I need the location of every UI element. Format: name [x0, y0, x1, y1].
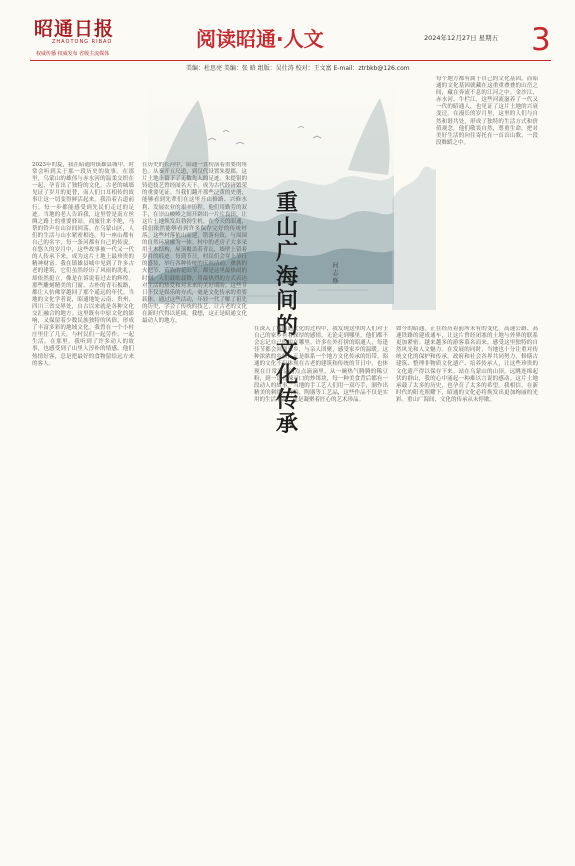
- section-title: 阅读昭通·人文: [196, 27, 324, 51]
- headline-char: 广: [275, 240, 298, 266]
- header-rule: [30, 60, 551, 61]
- headline-char: 海: [275, 264, 298, 290]
- headline-char: 化: [275, 363, 298, 389]
- headline-char: 间: [275, 289, 298, 315]
- headline-char: 承: [275, 412, 298, 438]
- headline-char: 重: [275, 191, 298, 216]
- page-number: 3: [531, 22, 551, 58]
- article-byline: 何 志 修: [331, 262, 338, 284]
- article-column-1: 2023年的夏，我在昭通的镇雄县城中，时常会听到关于那一段历史的故事。在那里，乌蒙山的雄伟与赤水河的温柔交织在一起，孕育出了独特的文化。古老的城墙见证了岁月的更替，而人们口耳相传的故事让这一切变得鲜活起来。我沿着古道前行，每一步都能感受到先民们走过的足迹。当地的老人告诉我，这里曾是南方丝绸之路上的重要驿站，商旅往来不绝，马帮的铃声在山谷间回荡。在乌蒙山区，人们的生活与山水紧密相连。每一座山都有自己的名字，每一条河都有自己的传说。在悠久的岁月中，这些故事被一代又一代的人传承下来，成为这片土地上最珍贵的精神财富。我在镇雄县城中见到了许多古老的建筑，它们虽然经历了风雨的洗礼，却依然挺立，像是在诉说着过去的辉煌。那些雕刻精美的门窗、古朴的青石板路，都让人仿佛穿越回了那个遥远的年代。当地的文化学者说，昭通地处云南、贵州、四川三省交界处，自古以来就是各种文化交汇融合的地方。这里既有中原文化的影响，又保留着少数民族独特的风俗，形成了丰富多彩的地域文化。我曾在一个小村庄里住了几天，与村民们一起劳作、一起生活。在那里，我听到了许多动人的故事，也感受到了山里人淳朴的情感。他们热情好客，总是把最好的食物留给远方来的客人。: [32, 162, 134, 367]
- newspaper-logo: 昭通日报: [34, 18, 115, 40]
- headline-char: 山: [275, 215, 298, 241]
- headline-char: 的: [275, 313, 298, 339]
- article-column-4: 如今的昭通，正在经历着前所未有的变化。高速公路、高速铁路的建成通车，让这片曾经闭塞的土地与外界的联系更加紧密。越来越多的游客慕名而来，感受这里独特的自然风光和人文魅力。在发展的同时，当地也十分注重对传统文化的保护和传承。政府和社会各界共同努力，修缮古建筑、整理非物质文化遗产、培养传承人，让这些珍贵的文化遗产得以保存下来。站在乌蒙山的山顶，远眺连绵起伏的群山，我的心中涌起一种难以言说的感动。这片土地承载了太多的历史，也孕育了太多的希望。我相信，在新时代的阳光照耀下，昭通的文化必将焕发出更加绚丽的光彩。重山广海间，文化的传承从未停歇。: [396, 326, 538, 403]
- publication-date: 2024年12月27日 星期五: [424, 34, 499, 42]
- ink-mountain-edge: [392, 80, 436, 310]
- editor-credits: 美编：杜思亮 美编：张 晗 组版：吴仕涛 校对：王文富 E-mail：ztrbkb@126.com: [186, 65, 410, 72]
- headline-char: 文: [275, 338, 298, 364]
- article-column-upper-right: 每个地方都有属于自己的文化基因，而昭通的文化基因就藏在这重重叠叠的山峦之间，藏在奔流不息的江河之中。金沙江、赤水河、牛栏江，这些河流滋养了一代又一代的昭通人，也见证了这片土地的兴衰变迁。在漫长的岁月里，这里的人们与自然和谐共处，形成了独特的生活方式和价值观念。他们敬畏自然，尊重生命，把对美好生活的向往寄托在一首首山歌、一段段舞蹈之中。: [436, 76, 538, 146]
- article-column-3: 在深入了解昭通文化的过程中，我发现这里的人们对于自己的家乡有着深厚的感情。无论走到哪里，他们都不会忘记自己的根在哪里。许多在外打拼的昭通人，每逢佳节都会回到家乡，与亲人团聚，感受家乡的温暖。这种浓浓的乡情，正是维系一个地方文化传承的纽带。昭通的文化不仅体现在古老的建筑和传统的节日中，也体现在日常生活的点点滴滴里。从一碗热气腾腾的稀豆粉，到一盘香辣可口的炒饵块，每一种美食背后都有一段动人的故事。当地的手工艺人们用一双巧手，制作出精美的刺绣、竹编、陶器等工艺品，这些作品不仅是实用的生活用品，更是凝聚着匠心的艺术珍品。: [254, 326, 388, 403]
- newspaper-logo-english: ZHAOTONG RIBAO: [52, 39, 113, 45]
- article-column-2: 在历史的长河中，昭通一直扮演着重要的角色。从秦开五尺道，到汉代设置朱提郡，这片土地上留下了无数先人的足迹。朱提银的铸造技艺曾经闻名天下，成为古代经济繁荣的重要见证。当我们翻开那些泛黄的史册，能够看到先辈们在这里开山修路、兴修水利、发展农业的艰辛历程。他们用勤劳的双手，在崇山峻岭之间开辟出一片片良田，让这片土地焕发出勃勃生机。在今天的昭通，我们依然能够看到许多保存完好的传统村落。这些村落依山而建，错落有致，与周围的自然环境融为一体。村中的老房子大多采用土木结构，屋顶覆盖着青瓦，墙壁上留着岁月的痕迹。每到节日，村民们会穿上节日的盛装，举行各种传统的庆祝活动。彝族的火把节、苗族的花山节，都是这里最热闹的时刻。人们载歌载舞，用最热烈的方式表达对生活的热爱和对未来的美好期盼。这些节日不仅是娱乐的方式，更是文化传承的重要载体。通过这些活动，年轻一代了解了祖先的历史，学会了传统的技艺，让古老的文化在新时代得以延续。我想，这正是昭通文化最动人的地方。: [142, 162, 247, 325]
- masthead: [0, 0, 575, 72]
- headline-char: 传: [275, 387, 298, 413]
- masthead-tagline: 权威传播 权威发布 省级主流媒体: [36, 51, 110, 57]
